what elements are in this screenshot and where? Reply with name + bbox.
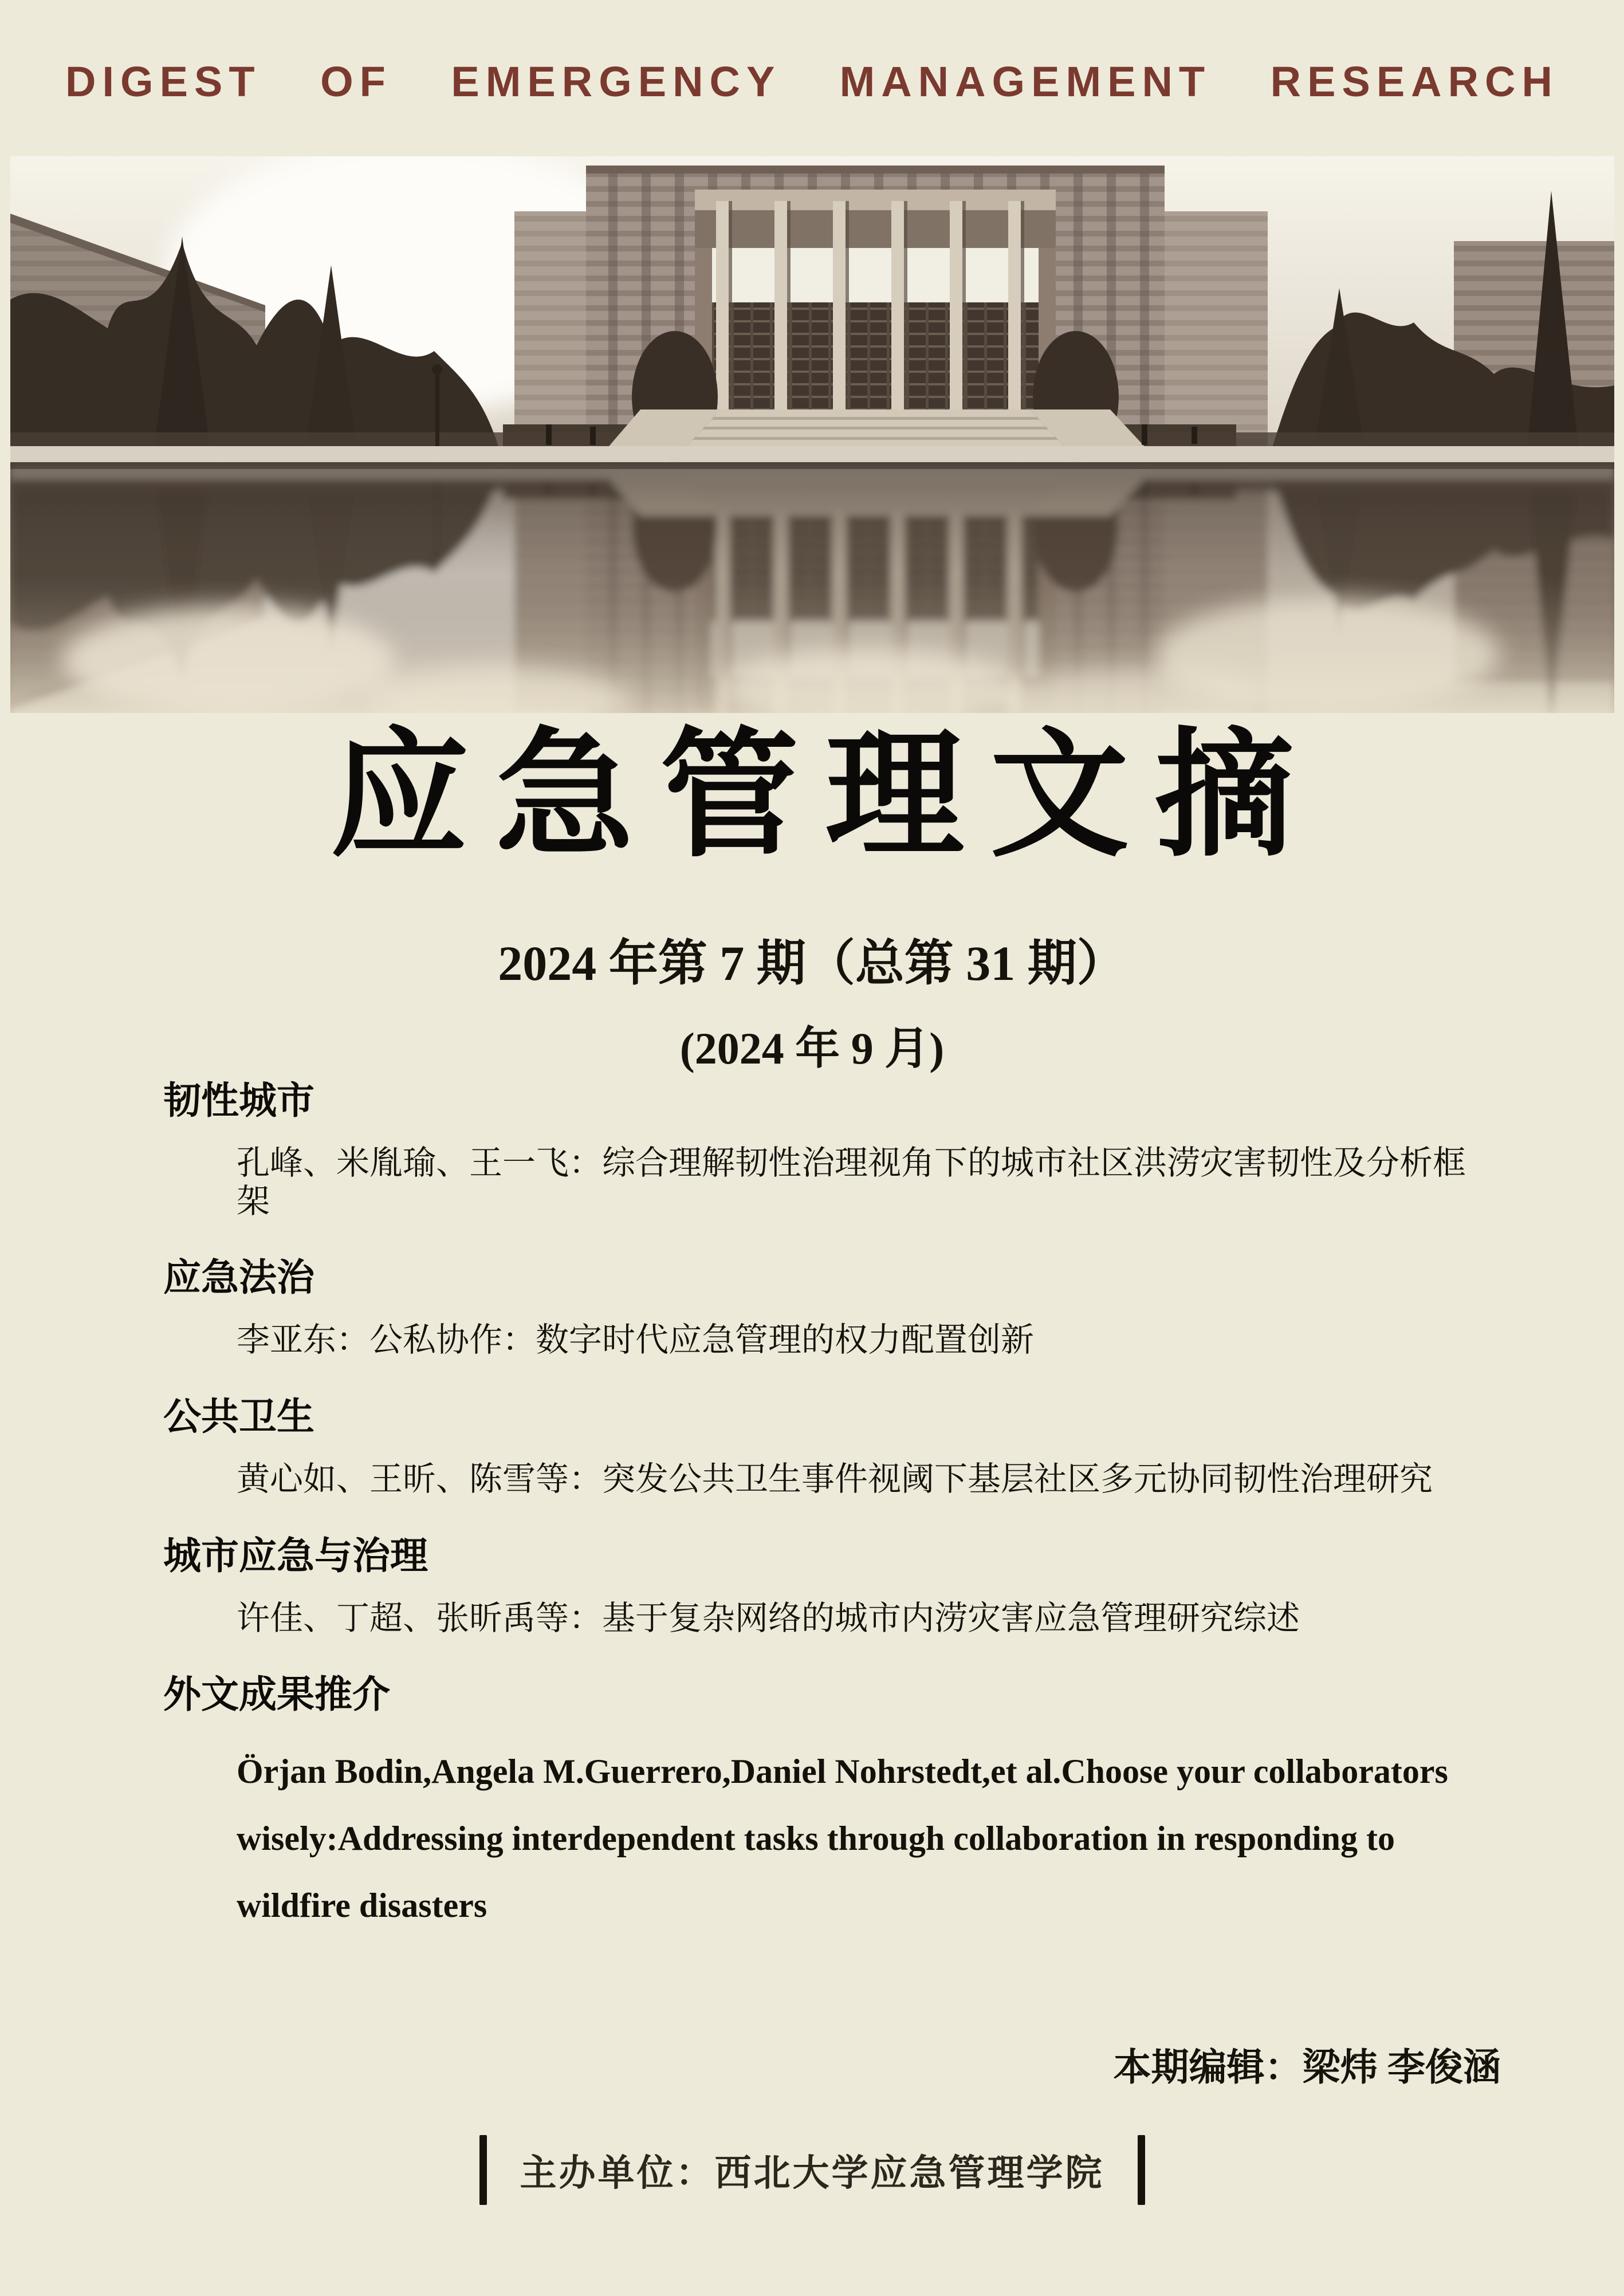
masthead-title: DIGEST OF EMERGENCY MANAGEMENT RESEARCH bbox=[65, 58, 1559, 105]
toc-section-heading: 韧性城市 bbox=[163, 1079, 314, 1121]
toc-item-foreign: Örjan Bodin,Angela M.Guerrero,Daniel Nohrstedt,et al.Choose your collaborators wisely:Addressing interdependent tasks through collaboration in responding to wildfire disasters bbox=[237, 1752, 1448, 1925]
vertical-bar-right bbox=[1138, 2135, 1145, 2205]
cover-photo bbox=[10, 156, 1614, 713]
toc-section-heading: 城市应急与治理 bbox=[163, 1534, 428, 1577]
toc-item: 许佳、丁超、张昕禹等：基于复杂网络的城市内涝灾害应急管理研究综述 bbox=[237, 1599, 1300, 1637]
organizer-line: 主办单位：西北大学应急管理学院 bbox=[520, 2152, 1104, 2193]
journal-title: 应急管理文摘 bbox=[330, 720, 1320, 873]
issue-date-line: (2024 年 9 月) bbox=[679, 1023, 945, 1073]
toc-section-heading: 应急法治 bbox=[163, 1256, 314, 1299]
organizer-banner bbox=[0, 2135, 1624, 2205]
toc-item: 李亚东：公私协作：数字时代应急管理的权力配置创新 bbox=[237, 1321, 1035, 1359]
campus-photo-illustration bbox=[10, 156, 1614, 713]
issue-number-line: 2024 年第 7 期（总第 31 期） bbox=[498, 936, 1126, 991]
toc-section-heading: 外文成果推介 bbox=[163, 1673, 390, 1716]
toc-item: 黄心如、王昕、陈雪等：突发公共卫生事件视阈下基层社区多元协同韧性治理研究 bbox=[237, 1460, 1433, 1498]
editor-line: 本期编辑：梁炜 李俊涵 bbox=[1113, 2047, 1501, 2089]
vertical-bar-left bbox=[479, 2135, 487, 2205]
toc-section-heading: 公共卫生 bbox=[163, 1395, 314, 1438]
table-of-contents bbox=[163, 1081, 1469, 1939]
toc-item: 孔峰、米胤瑜、王一飞：综合理解韧性治理视角下的城市社区洪涝灾害韧性及分析框架 bbox=[237, 1144, 1466, 1220]
